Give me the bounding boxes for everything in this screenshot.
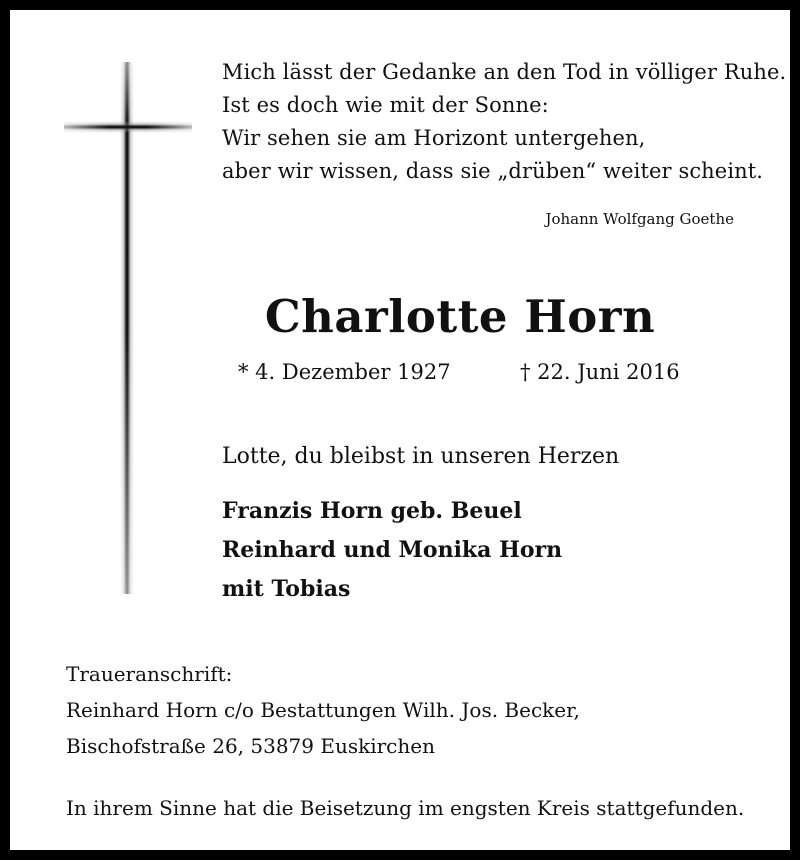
family-list — [222, 492, 562, 609]
family-member: Reinhard und Monika Horn — [222, 537, 563, 563]
poem-line: Ist es doch wie mit der Sonne: — [222, 93, 549, 117]
poem-author: Johann Wolfgang Goethe — [545, 210, 734, 228]
poem-line: Mich lässt der Gedanke an den Tod in völliger Ruhe. — [222, 60, 787, 84]
deceased-name: Charlotte Horn — [264, 290, 656, 343]
memorial-motto: Lotte, du bleibst in unseren Herzen — [222, 444, 620, 469]
cross-horizontal-fade — [64, 121, 192, 133]
poem-line: Wir sehen sie am Horizont untergehen, — [222, 126, 646, 150]
closing-note: In ihrem Sinne hat die Beisetzung im engsten Kreis stattgefunden. — [66, 796, 745, 820]
poem-quote — [222, 56, 787, 188]
address-line-2: Bischofstraße 26, 53879 Euskirchen — [66, 734, 435, 758]
poem-line: aber wir wissen, dass sie „drüben“ weiter scheint. — [222, 159, 764, 183]
family-member: mit Tobias — [222, 576, 351, 602]
death-date: † 22. Juni 2016 — [520, 360, 680, 384]
address-label: Traueranschrift: — [66, 662, 233, 686]
mourning-address — [66, 656, 580, 764]
birth-date: * 4. Dezember 1927 — [238, 360, 451, 384]
address-line-1: Reinhard Horn c/o Bestattungen Wilh. Jos. Becker, — [66, 698, 580, 722]
family-member: Franzis Horn geb. Beuel — [222, 498, 522, 524]
